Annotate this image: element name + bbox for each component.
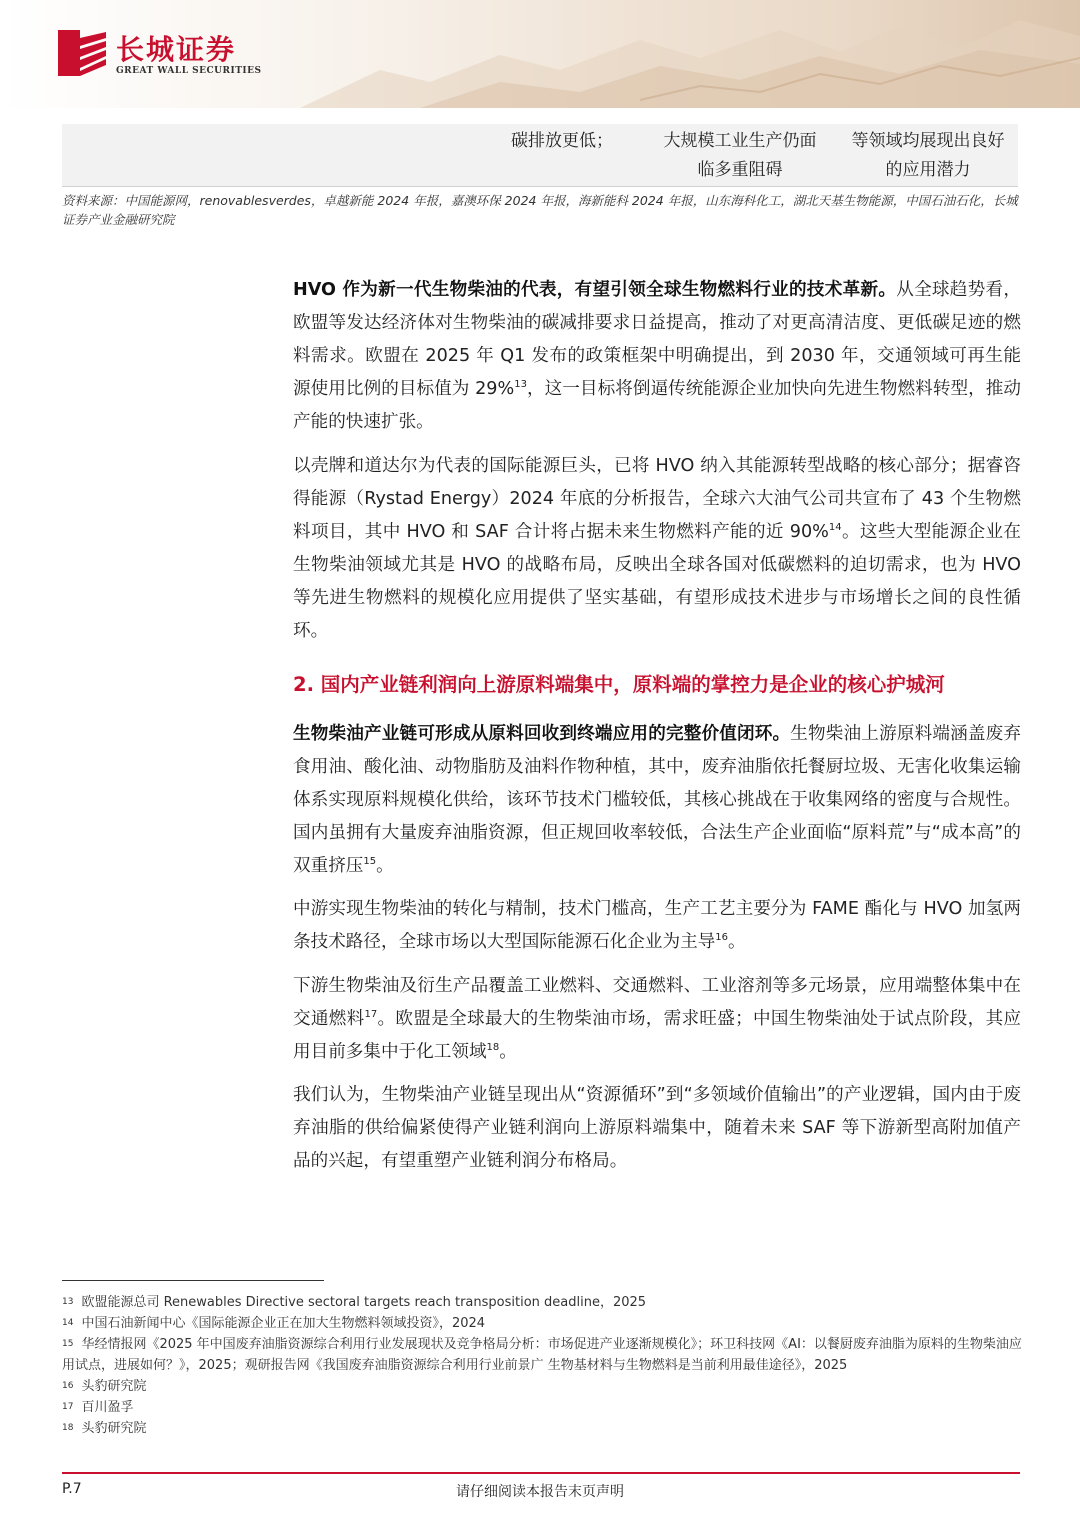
footnote-ref: 16 bbox=[715, 932, 728, 944]
table-cell: 大规模工业生产仍面 临多重阻碍 bbox=[663, 131, 817, 180]
footnote-ref: 13 bbox=[514, 379, 527, 391]
footnote: $^{13}$ 欧盟能源总司 Renewables Directive sectoral targets reach transposition deadline，2025 bbox=[62, 1295, 647, 1310]
paragraph-conclusion: 我们认为，生物柴油产业链呈现出从“资源循环”到“多领域价值输出”的产业逻辑，国内由于废弃油脂的供给偏紧使得产业链利润向上游原料端集中，随着未来 SAF 等下游新型高附加值产品的兴起，有望重塑产业链利润分布格局。 bbox=[293, 1085, 1021, 1171]
paragraph-lead: 生物柴油产业链可形成从原料回收到终端应用的完整价值闭环。 bbox=[293, 724, 791, 744]
brand-name-en: GREAT WALL SECURITIES bbox=[116, 66, 262, 76]
paragraph-lead: HVO 作为新一代生物柴油的代表，有望引领全球生物燃料行业的技术革新。 bbox=[293, 280, 897, 300]
source-note: 资料来源：中国能源网，renovablesverdes，卓越新能 2024 年报，嘉澳环保 2024 年报，海新能科 2024 年报，山东海科化工，湖北天基生物能源，中国石油石化，长城证券产业金融研究院 bbox=[62, 193, 1018, 227]
paragraph-energy-majors: 以壳牌和道达尔为代表的国际能源巨头，已将 HVO 纳入其能源转型战略的核心部分；据睿咨得能源（Rystad Energy）2024 年底的分析报告，全球六大油气公司共宣布了 43 个生物燃料项目，其中 HVO 和 SAF 合计将占据未来生物燃料产能的近 90%$^{14}$。这些大型能源企业在生物柴油领域尤其是 HVO 的战略布局，反映出全球各国对低碳燃料的迫切需求，也为 HVO 等先进生物燃料的规模化应用提供了坚实基础，有望形成技术进步与市场增长之间的良性循环。 bbox=[293, 456, 1021, 641]
footnote: $^{18}$ 头豹研究院 bbox=[62, 1421, 147, 1436]
footer-divider bbox=[62, 1472, 1020, 1474]
footnote: $^{15}$ 华经情报网《2025 年中国废弃油脂资源综合利用行业发展现状及竞争格局分析：市场促进产业逐渐规模化》；环卫科技网《AI：以餐厨废弃油脂为原料的生物柴油应用试点，进展如何？》，2025；观研报告网《我国废弃油脂资源综合利用行业前景广 生物基材料与生物燃料是当前利用最佳途径》，2025 bbox=[62, 1337, 1022, 1373]
footnote: $^{14}$ 中国石油新闻中心《国际能源企业正在加大生物燃料领域投资》，2024 bbox=[62, 1316, 486, 1331]
table-fragment bbox=[62, 124, 1018, 187]
paragraph-value-chain: 生物柴油产业链可形成从原料回收到终端应用的完整价值闭环。生物柴油上游原料端涵盖废弃食用油、酸化油、动物脂肪及油料作物种植，其中，废弃油脂依托餐厨垃圾、无害化收集运输体系实现原料规模化供给，该环节技术门槛较低，其核心挑战在于收集网络的密度与合规性。国内虽拥有大量废弃油脂资源，但正规回收率较低，合法生产企业面临“原料荒”与“成本高”的双重挤压$^{15}$。 bbox=[293, 724, 1021, 876]
footnote-ref: 17 bbox=[364, 1009, 378, 1021]
footnote-divider bbox=[62, 1280, 324, 1281]
paragraph-hvo: HVO 作为新一代生物柴油的代表，有望引领全球生物燃料行业的技术革新。从全球趋势看，欧盟等发达经济体对生物柴油的碳减排要求日益提高，推动了对更高清洁度、更低碳足迹的燃料需求。欧盟在 2025 年 Q1 发布的政策框架中明确提出，到 2030 年，交通领域可再生能源使用比例的目标值为 29%$^{13}$，这一目标将倒逼传统能源企业加快向先进生物燃料转型，推动产能的快速扩张。 bbox=[293, 280, 1021, 432]
paragraph-downstream: 下游生物柴油及衍生产品覆盖工业燃料、交通燃料、工业溶剂等多元场景，应用端整体集中在交通燃料$^{17}$。欧盟是全球最大的生物柴油市场，需求旺盛；中国生物柴油处于试点阶段，其应用目前多集中于化工领域$^{18}$。 bbox=[293, 976, 1021, 1062]
great-wall-logo-icon bbox=[58, 30, 108, 76]
footnote-ref: 18 bbox=[486, 1042, 500, 1054]
brand-name-cn: 长城证券 bbox=[116, 33, 237, 66]
footnote-ref: 14 bbox=[828, 522, 842, 534]
footnote-ref: 15 bbox=[363, 856, 377, 868]
footer-disclaimer: 请仔细阅读本报告末页声明 bbox=[456, 1484, 624, 1500]
table-cell: 碳排放更低； bbox=[511, 131, 613, 151]
paragraph-midstream: 中游实现生物柴油的转化与精制，技术门槛高，生产工艺主要分为 FAME 酯化与 HVO 加氢两条技术路径，全球市场以大型国际能源石化企业为主导$^{16}$。 bbox=[293, 899, 1021, 952]
footnote: $^{16}$ 头豹研究院 bbox=[62, 1379, 147, 1394]
footnote: $^{17}$ 百川盈孚 bbox=[62, 1400, 134, 1415]
table-cell: 等领域均展现出良好 的应用潜力 bbox=[851, 131, 1005, 180]
page-number: P.7 bbox=[62, 1481, 82, 1497]
page-header bbox=[0, 0, 1080, 108]
footnotes bbox=[62, 1292, 1022, 1439]
section-title: 2. 国内产业链利润向上游原料端集中，原料端的掌控力是企业的核心护城河 bbox=[293, 673, 945, 696]
